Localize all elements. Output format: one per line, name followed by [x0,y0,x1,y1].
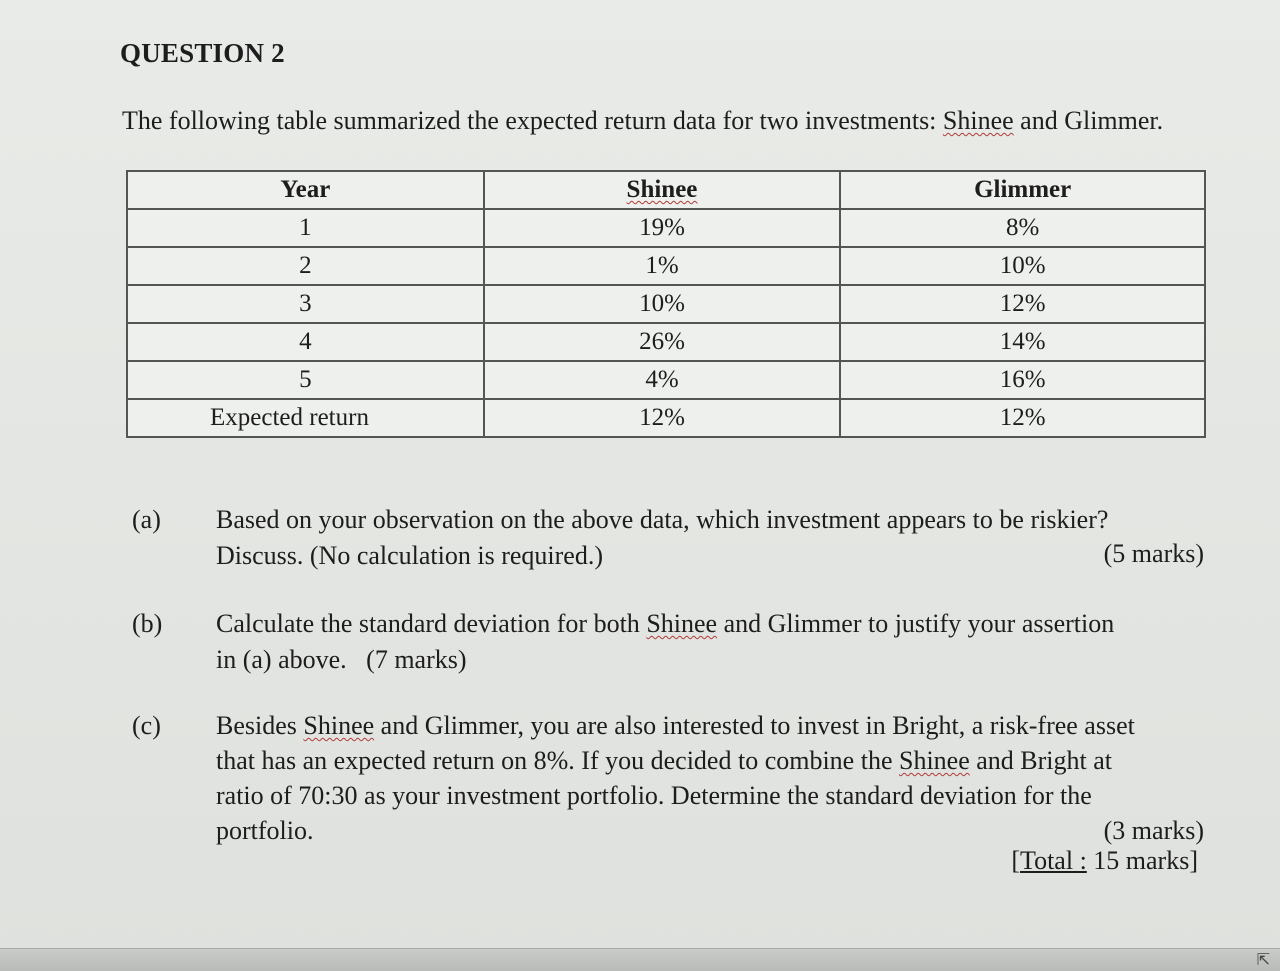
glimmer-cell: 16% [840,361,1205,399]
question-c-text-2b: and Bright at [969,746,1113,775]
header-shinee-label: Shinee [626,176,698,203]
table-footer-row [127,399,1205,437]
total-open-bracket: [ [1011,846,1021,875]
question-a-line2: Discuss. (No calculation is required.) [216,541,604,570]
year-cell: 1 [127,209,484,247]
table-row [127,209,1205,247]
year-cell: 2 [127,247,484,285]
question-b-text-2: and Glimmer to justify your assertion [717,609,1115,638]
question-heading: QUESTION 2 [120,38,285,68]
shinee-cell: 26% [484,323,841,361]
intro-text-before: The following table summarized the expected return data for two investments: [122,106,943,135]
screen-bottom-bar [0,948,1280,971]
question-c-text-1a: Besides [216,711,304,740]
shinee-cell: 4% [484,361,841,399]
glimmer-cell: 10% [840,247,1205,285]
question-c-text-2a: that has an expected return on 8%. If you decided to combine the [216,746,899,775]
question-c-label: (c) [132,711,161,740]
question-c-shinee-1: Shinee [303,711,375,740]
total-marks [1011,846,1198,876]
header-glimmer: Glimmer [840,171,1205,209]
intro-paragraph [122,102,1212,140]
question-b-shinee: Shinee [646,609,718,638]
question-c-line4: portfolio. [216,816,314,845]
question-b-line2: in (a) above. (7 marks) [216,645,467,674]
total-label: Total : [1020,846,1087,875]
table-header-row [127,171,1205,209]
question-a-line1: Based on your observation on the above data, which investment appears to be riskier? [216,505,1109,534]
glimmer-cell: 8% [840,209,1205,247]
resize-icon[interactable]: ⇱ [1256,950,1270,969]
question-c-shinee-2: Shinee [898,746,970,775]
table-row [127,323,1205,361]
table-row [127,247,1205,285]
shinee-cell: 1% [484,247,841,285]
header-year: Year [127,171,484,209]
year-cell: 3 [127,285,484,323]
question-c-line3: ratio of 70:30 as your investment portfolio. Determine the standard deviation for the [216,781,1092,810]
question-c-line1 [216,708,1206,744]
glimmer-cell: 14% [840,323,1205,361]
glimmer-cell: 12% [840,285,1205,323]
table-row [127,361,1205,399]
question-a-marks: (5 marks) [1103,539,1204,568]
glimmer-expected-return: 12% [840,399,1205,437]
table-row [127,285,1205,323]
year-cell: 4 [127,323,484,361]
question-a-label: (a) [132,505,161,534]
question-b-label: (b) [132,609,163,638]
question-b-line1 [216,606,1206,642]
shinee-cell: 19% [484,209,841,247]
total-value: 15 marks] [1086,846,1198,875]
header-shinee [484,171,841,209]
intro-text-after: and Glimmer. [1013,106,1164,135]
year-cell: 5 [127,361,484,399]
question-c-marks: (3 marks) [1103,816,1204,845]
intro-shinee: Shinee [942,106,1014,135]
shinee-cell: 10% [484,285,841,323]
question-c-line2 [216,743,1206,779]
expected-return-label: Expected return [127,399,484,437]
question-b-text-1: Calculate the standard deviation for both [216,609,647,638]
shinee-expected-return: 12% [484,399,841,437]
question-c-text-1b: and Glimmer, you are also interested to invest in Bright, a risk-free asset [374,711,1135,740]
returns-table [126,170,1206,438]
